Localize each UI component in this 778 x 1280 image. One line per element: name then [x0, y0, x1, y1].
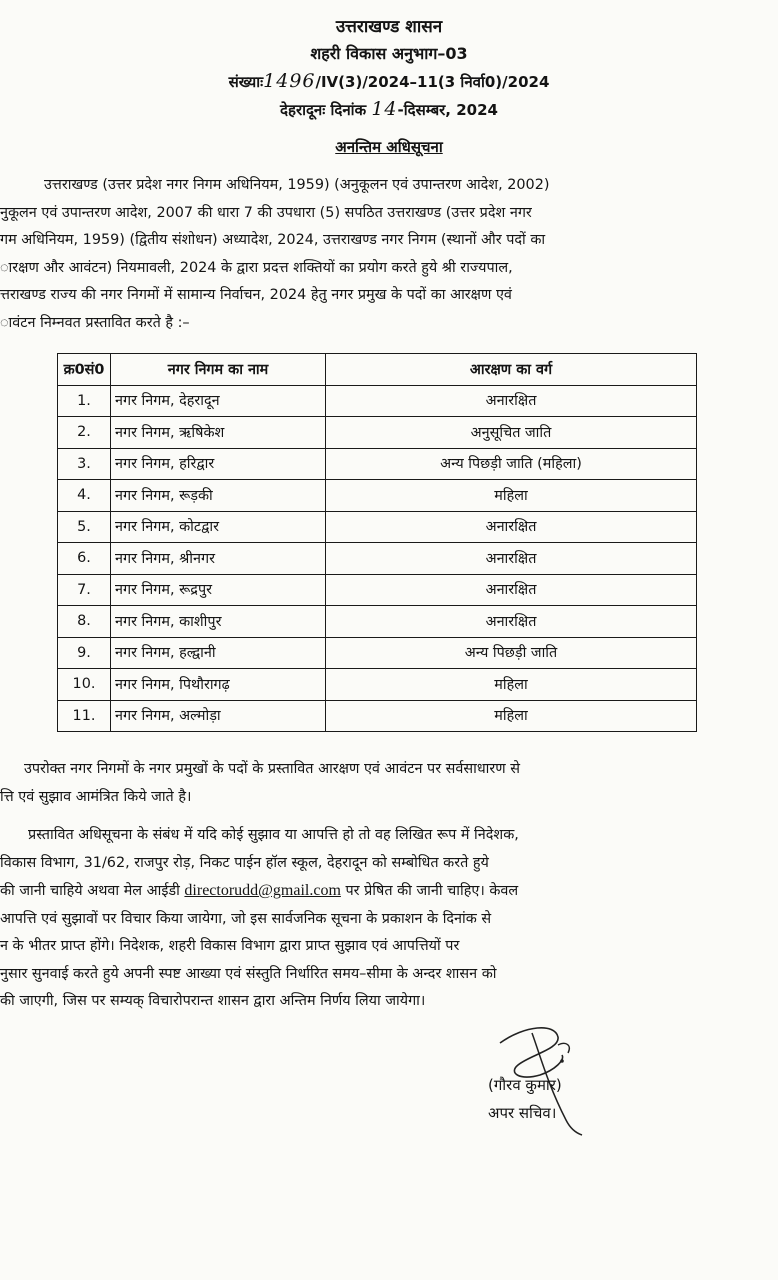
row-corporation-name: नगर निगम, रूद्रपुर: [111, 574, 326, 606]
col-header-category: आरक्षण का वर्ग: [326, 354, 697, 386]
reference-number: [0, 70, 778, 92]
row-serial: 10.: [58, 669, 111, 701]
objection-invitation-paragraph: [0, 756, 770, 811]
para2-line: त्ति एवं सुझाव आमंत्रित किये जाते है।: [0, 788, 192, 805]
row-category: अनारक्षित: [326, 385, 697, 417]
table-header-row: [58, 354, 697, 386]
table-row: [58, 543, 697, 575]
department-title: शहरी विकास अनुभाग–03: [310, 44, 468, 63]
row-serial: 7.: [58, 574, 111, 606]
row-category: अन्य पिछड़ी जाति (महिला): [326, 448, 697, 480]
col-header-name: नगर निगम का नाम: [111, 354, 326, 386]
intro-line: ावंटन निम्नवत प्रस्तावित करते है :–: [0, 314, 190, 331]
row-serial: 1.: [58, 385, 111, 417]
signatory-designation: अपर सचिव।: [488, 1104, 557, 1122]
para3-line: आपत्ति एवं सुझावों पर विचार किया जायेगा, जो इस सार्वजनिक सूचना के प्रकाशन के दिनांक से: [0, 910, 492, 927]
table-row: [58, 669, 697, 701]
row-category: अनारक्षित: [326, 606, 697, 638]
row-category: अनारक्षित: [326, 511, 697, 543]
row-category: अन्य पिछड़ी जाति: [326, 637, 697, 669]
table-row: [58, 700, 697, 732]
row-category: अनारक्षित: [326, 543, 697, 575]
row-serial: 11.: [58, 700, 111, 732]
email-link[interactable]: directorudd@gmail.com: [184, 882, 341, 899]
row-serial: 9.: [58, 637, 111, 669]
para3-line: नुसार सुनवाई करते हुये अपनी स्पष्ट आख्या एवं संस्तुति निर्धारित समय–सीमा के अन्दर शासन को: [0, 965, 497, 982]
para3-line: प्रस्तावित अधिसूचना के संबंध में यदि कोई सुझाव या आपत्ति हो तो वह लिखित रूप में निदेशक,: [28, 827, 519, 843]
signatory-name: (गौरव कुमार): [488, 1076, 562, 1094]
submission-instructions-paragraph: [0, 822, 770, 1016]
table-row: [58, 511, 697, 543]
table-row: [58, 417, 697, 449]
para3-line3-end: पर प्रेषित की जानी चाहिए। केवल: [345, 883, 519, 899]
intro-line: ारक्षण और आवंटन) नियमावली, 2024 के द्वारा प्रदत्त शक्तियों का प्रयोग करते हुये श्री राज्यपाल,: [0, 259, 513, 276]
row-category: महिला: [326, 480, 697, 512]
date-prefix: देहरादूनः दिनांक: [280, 101, 367, 119]
intro-line: गम अधिनियम, 1959) (द्वितीय संशोधन) अध्यादेश, 2024, उत्तराखण्ड नगर निगम (स्थानों और पदों का: [0, 232, 546, 248]
para3-line: विकास विभाग, 31/62, राजपुर रोड़, निकट पाईन हॉल स्कूल, देहरादून को सम्बोधित करते हुये: [0, 854, 489, 871]
row-category: अनुसूचित जाति: [326, 417, 697, 449]
row-category: महिला: [326, 700, 697, 732]
row-serial: 3.: [58, 448, 111, 480]
intro-line: उत्तराखण्ड (उत्तर प्रदेश नगर निगम अधिनियम, 1959) (अनुकूलन एवं उपान्तरण आदेश, 2002): [44, 177, 550, 193]
ref-handwritten-number: 1496: [263, 70, 316, 92]
row-corporation-name: नगर निगम, ऋषिकेश: [111, 417, 326, 449]
date-line: [0, 98, 778, 120]
para3-line3-start: की जानी चाहिये अथवा मेल आईडी: [0, 883, 180, 899]
reservation-table: [57, 353, 697, 732]
intro-line: नुकूलन एवं उपान्तरण आदेश, 2007 की धारा 7 की उपधारा (5) सपठित उत्तराखण्ड (उत्तर प्रदेश नगर: [0, 204, 532, 221]
row-serial: 6.: [58, 543, 111, 575]
row-serial: 2.: [58, 417, 111, 449]
table-row: [58, 574, 697, 606]
row-corporation-name: नगर निगम, रूड़की: [111, 480, 326, 512]
row-corporation-name: नगर निगम, अल्मोड़ा: [111, 700, 326, 732]
row-category: अनारक्षित: [326, 574, 697, 606]
row-serial: 8.: [58, 606, 111, 638]
table-row: [58, 637, 697, 669]
col-header-serial: क्र0सं0: [58, 354, 111, 386]
row-corporation-name: नगर निगम, पिथौरागढ़: [111, 669, 326, 701]
row-corporation-name: नगर निगम, कोटद्वार: [111, 511, 326, 543]
row-corporation-name: नगर निगम, हल्द्वानी: [111, 637, 326, 669]
table-row: [58, 448, 697, 480]
row-serial: 4.: [58, 480, 111, 512]
table-row: [58, 385, 697, 417]
para3-line: न के भीतर प्राप्त होंगे। निदेशक, शहरी विकास विभाग द्वारा प्राप्त सुझाव एवं आपत्तियों पर: [0, 938, 460, 954]
row-serial: 5.: [58, 511, 111, 543]
para3-line: [0, 877, 770, 906]
notice-title: अनन्तिम अधिसूचना: [335, 138, 443, 156]
para3-line: की जाएगी, जिस पर सम्यक् विचारोपरान्त शासन द्वारा अन्तिम निर्णय लिया जायेगा।: [0, 993, 426, 1009]
table-row: [58, 606, 697, 638]
para2-line: उपरोक्त नगर निगमों के नगर प्रमुखों के पदों के प्रस्तावित आरक्षण एवं आवंटन पर सर्वसाधारण से: [24, 761, 521, 777]
intro-line: त्तराखण्ड राज्य की नगर निगमों में सामान्य निर्वाचन, 2024 हेतु नगर प्रमुख के पदों का आरक्षण एवं: [0, 287, 512, 303]
date-handwritten-day: 14: [371, 98, 398, 120]
row-corporation-name: नगर निगम, श्रीनगर: [111, 543, 326, 575]
row-corporation-name: नगर निगम, काशीपुर: [111, 606, 326, 638]
table-row: [58, 480, 697, 512]
row-corporation-name: नगर निगम, हरिद्वार: [111, 448, 326, 480]
date-suffix: -दिसम्बर, 2024: [397, 101, 498, 119]
ref-prefix: संख्याः: [228, 73, 264, 91]
row-category: महिला: [326, 669, 697, 701]
intro-paragraph: [0, 172, 770, 337]
row-corporation-name: नगर निगम, देहरादून: [111, 385, 326, 417]
ref-suffix: /IV(3)/2024–11(3 निर्वा0)/2024: [315, 73, 550, 91]
govt-title: उत्तराखण्ड शासन: [335, 17, 443, 37]
